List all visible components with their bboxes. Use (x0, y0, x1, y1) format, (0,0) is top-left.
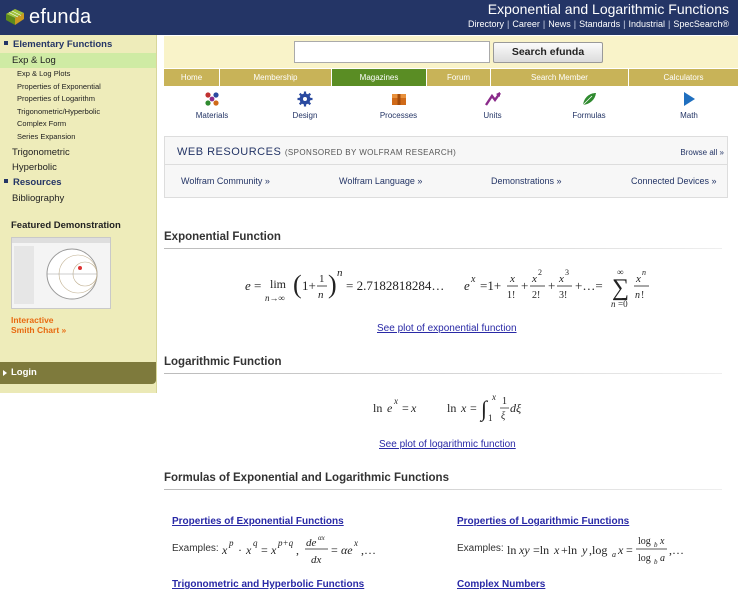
svg-text:=1+: =1+ (480, 278, 502, 293)
wolfram-language-link[interactable]: Wolfram Language » (339, 176, 423, 186)
properties-logarithmic-link[interactable]: Properties of Logarithmic Functions (457, 516, 630, 527)
svg-text:x: x (618, 543, 624, 557)
svg-text:1: 1 (319, 273, 325, 285)
svg-text:,: , (296, 543, 299, 557)
category-materials[interactable] (164, 86, 260, 122)
category-design[interactable] (260, 86, 350, 122)
browse-all-link[interactable]: Browse all » (680, 148, 724, 157)
web-resources-title: WEB RESOURCES (SPONSORED BY WOLFRAM RESEARCH) (177, 146, 457, 158)
svg-text:αe: αe (341, 543, 353, 557)
svg-text:=ln: =ln (533, 543, 550, 557)
sidebar-subitem-complex-form[interactable]: Complex Form (17, 119, 67, 128)
sidebar-subitem-trig-hyperbolic[interactable]: Trigonometric/Hyperbolic (17, 106, 101, 116)
svg-text:ln: ln (507, 543, 517, 557)
exponential-definition-formula (240, 263, 660, 313)
login-button[interactable] (0, 362, 156, 384)
category-label: Processes (379, 111, 418, 120)
exponential-function-heading: Exponential Function (164, 231, 281, 243)
tab-forum[interactable]: Forum (427, 69, 491, 86)
svg-text:x: x (492, 392, 496, 402)
svg-text:n: n (318, 289, 324, 301)
site-header (0, 0, 738, 35)
tab-calculators[interactable]: Calculators (629, 69, 738, 86)
category-label: Units (483, 111, 502, 120)
bullet-icon (4, 41, 8, 45)
svg-text:!: ! (641, 290, 645, 301)
svg-text:=: = (331, 543, 338, 557)
exponential-properties-formula (220, 530, 390, 570)
svg-text:a: a (612, 550, 616, 559)
wolfram-community-link[interactable]: Wolfram Community » (181, 176, 270, 186)
category-formulas[interactable] (538, 86, 640, 122)
svg-text:,…: ,… (669, 543, 684, 557)
svg-text:+…=: +…= (575, 278, 603, 293)
trig-hyperbolic-link[interactable]: Trigonometric and Hyperbolic Functions (172, 579, 365, 590)
sidebar-subitem-properties-logarithm[interactable]: Properties of Logarithm (17, 94, 95, 103)
smith-chart-thumbnail[interactable] (11, 237, 111, 309)
top-link-standards[interactable]: Standards (579, 19, 621, 29)
svg-text:x: x (354, 538, 358, 548)
logarithm-properties-formula (505, 530, 705, 570)
logarithm-definition-formula (368, 388, 538, 428)
category-icons (164, 86, 738, 122)
svg-text:e: e (245, 278, 251, 293)
svg-text:x: x (246, 543, 252, 557)
svg-text:x: x (559, 273, 564, 285)
svg-text:x: x (554, 543, 560, 557)
top-link-directory[interactable]: Directory (468, 19, 505, 29)
svg-text:log: log (638, 536, 651, 547)
svg-text:n: n (642, 268, 646, 277)
svg-text:= 2.7182818284…: = 2.7182818284… (346, 278, 445, 293)
leaf-icon (581, 91, 597, 107)
svg-text:∑: ∑ (612, 275, 630, 301)
sidebar-section-resources[interactable]: Resources (0, 175, 156, 191)
svg-text:y: y (582, 543, 588, 557)
svg-text:x: x (636, 273, 641, 285)
category-label: Formulas (572, 111, 606, 120)
sidebar-subitem-properties-exponential[interactable]: Properties of Exponential (17, 81, 101, 91)
category-label: Design (292, 111, 318, 120)
category-processes[interactable] (350, 86, 447, 122)
svg-text:+: + (548, 278, 556, 293)
svg-text:ξ: ξ (501, 411, 506, 422)
featured-caption[interactable]: Interactive Smith Chart » (11, 315, 67, 335)
page-title: Exponential and Logarithmic Functions (487, 1, 729, 17)
category-label: Math (680, 111, 698, 120)
tab-home[interactable]: Home (164, 69, 220, 86)
gear-icon (297, 91, 313, 107)
logarithm-plot-link[interactable]: See plot of logarithmic function (379, 439, 516, 450)
featured-title: Featured Demonstration (11, 220, 121, 231)
demonstrations-link[interactable]: Demonstrations » (491, 176, 562, 186)
svg-text:x: x (222, 543, 228, 557)
svg-text:ln: ln (447, 401, 457, 415)
svg-text:=0: =0 (618, 299, 628, 309)
category-label: Materials (195, 111, 229, 120)
svg-text:p: p (229, 538, 234, 548)
svg-text:q: q (253, 538, 258, 548)
sidebar (0, 35, 157, 393)
search-button[interactable]: Search efunda (493, 42, 603, 63)
svg-text:dξ: dξ (510, 401, 522, 415)
top-link-career[interactable]: Career (512, 19, 540, 29)
triangle-right-icon (3, 370, 7, 376)
exponential-plot-link[interactable]: See plot of exponential function (377, 323, 517, 334)
logo-text: efunda (29, 5, 92, 28)
svg-text:b: b (654, 541, 658, 549)
svg-text:n: n (337, 267, 343, 279)
svg-text:n: n (611, 299, 616, 309)
bullet-icon (4, 179, 8, 183)
top-links: Directory | Career | News | Standards | Industrial | SpecSearch® (468, 19, 729, 29)
svg-text:·: · (238, 543, 242, 557)
cube-logo-icon (4, 8, 26, 26)
svg-text:2: 2 (538, 268, 542, 277)
svg-text:n→∞: n→∞ (265, 293, 285, 303)
svg-text:): ) (328, 270, 337, 299)
top-link-specsearch[interactable]: SpecSearch® (673, 19, 729, 29)
smith-chart-icon (40, 246, 104, 302)
svg-text:x: x (532, 273, 537, 285)
sidebar-item-bibliography[interactable]: Bibliography (12, 193, 65, 204)
svg-text:2!: 2! (532, 290, 541, 301)
svg-text:1+: 1+ (302, 278, 316, 293)
tab-search-member[interactable]: Search Member (491, 69, 629, 86)
logarithmic-function-heading: Logarithmic Function (164, 356, 282, 368)
svg-text:1: 1 (502, 396, 507, 407)
play-icon (681, 91, 697, 107)
examples-label-log: Examples: (457, 543, 504, 554)
svg-text:x: x (394, 396, 398, 406)
sidebar-subitem-series-expansion[interactable]: Series Expansion (17, 131, 76, 141)
svg-text:x: x (271, 543, 277, 557)
svg-text:lim: lim (270, 277, 287, 291)
svg-text:3!: 3! (559, 290, 568, 301)
tab-magazines[interactable]: Magazines (332, 69, 427, 86)
search-input[interactable] (294, 41, 490, 63)
top-link-news[interactable]: News (548, 19, 571, 29)
formulas-heading: Formulas of Exponential and Logarithmic Functions (164, 472, 449, 484)
svg-text:3: 3 (565, 268, 569, 277)
svg-text:x: x (411, 401, 417, 415)
main-tabs (164, 69, 738, 86)
svg-text:+ln: +ln (561, 543, 578, 557)
complex-numbers-link[interactable]: Complex Numbers (457, 579, 546, 590)
tab-membership[interactable]: Membership (220, 69, 332, 86)
svg-text:1!: 1! (507, 290, 516, 301)
web-resources-box (164, 136, 728, 198)
svg-text:,log: ,log (589, 543, 608, 557)
svg-text:=: = (402, 401, 409, 415)
examples-label-exp: Examples: (172, 543, 219, 554)
materials-icon (204, 91, 220, 107)
sidebar-item-trigonometric[interactable]: Trigonometric (12, 147, 70, 158)
login-label: Login (11, 367, 37, 378)
connected-devices-link[interactable]: Connected Devices » (631, 176, 717, 186)
svg-text:∫: ∫ (481, 396, 488, 421)
svg-text:,…: ,… (361, 543, 376, 557)
sidebar-item-hyperbolic[interactable]: Hyperbolic (12, 162, 57, 173)
sidebar-subitem-exp-log-plots[interactable]: Exp & Log Plots (17, 69, 71, 78)
units-icon (485, 91, 501, 107)
svg-text:x: x (461, 401, 467, 415)
svg-text:de: de (306, 537, 317, 549)
svg-text:dx: dx (311, 554, 322, 566)
svg-text:(: ( (293, 270, 302, 299)
svg-text:=: = (470, 401, 477, 415)
svg-text:αx: αx (318, 534, 325, 542)
svg-text:n: n (635, 290, 640, 301)
svg-text:a: a (660, 553, 665, 564)
svg-text:xy: xy (519, 543, 530, 557)
svg-text:b: b (654, 558, 658, 566)
svg-text:x: x (660, 536, 665, 547)
svg-text:log: log (638, 553, 651, 564)
svg-text:e: e (387, 401, 393, 415)
svg-text:∞: ∞ (617, 267, 624, 277)
efunda-logo[interactable] (4, 4, 91, 30)
svg-text:1: 1 (488, 413, 493, 423)
featured-demonstration (0, 220, 156, 335)
box-icon (391, 91, 407, 107)
svg-text:x: x (471, 274, 476, 285)
svg-text:p+q: p+q (278, 538, 294, 548)
sidebar-section-elementary[interactable]: Elementary Functions (0, 37, 156, 53)
svg-text:=: = (626, 543, 633, 557)
svg-text:ln: ln (373, 401, 383, 415)
top-link-industrial[interactable]: Industrial (628, 19, 665, 29)
category-math[interactable] (640, 86, 738, 122)
svg-text:e: e (464, 278, 470, 293)
svg-text:=: = (254, 278, 262, 293)
properties-exponential-link[interactable]: Properties of Exponential Functions (172, 516, 344, 527)
svg-text:+: + (521, 278, 529, 293)
svg-text:x: x (510, 273, 515, 285)
web-resources-sponsor: (SPONSORED BY WOLFRAM RESEARCH) (284, 148, 457, 157)
sidebar-item-exp-log[interactable]: Exp & Log (0, 53, 156, 68)
category-units[interactable] (447, 86, 538, 122)
svg-text:=: = (261, 543, 268, 557)
